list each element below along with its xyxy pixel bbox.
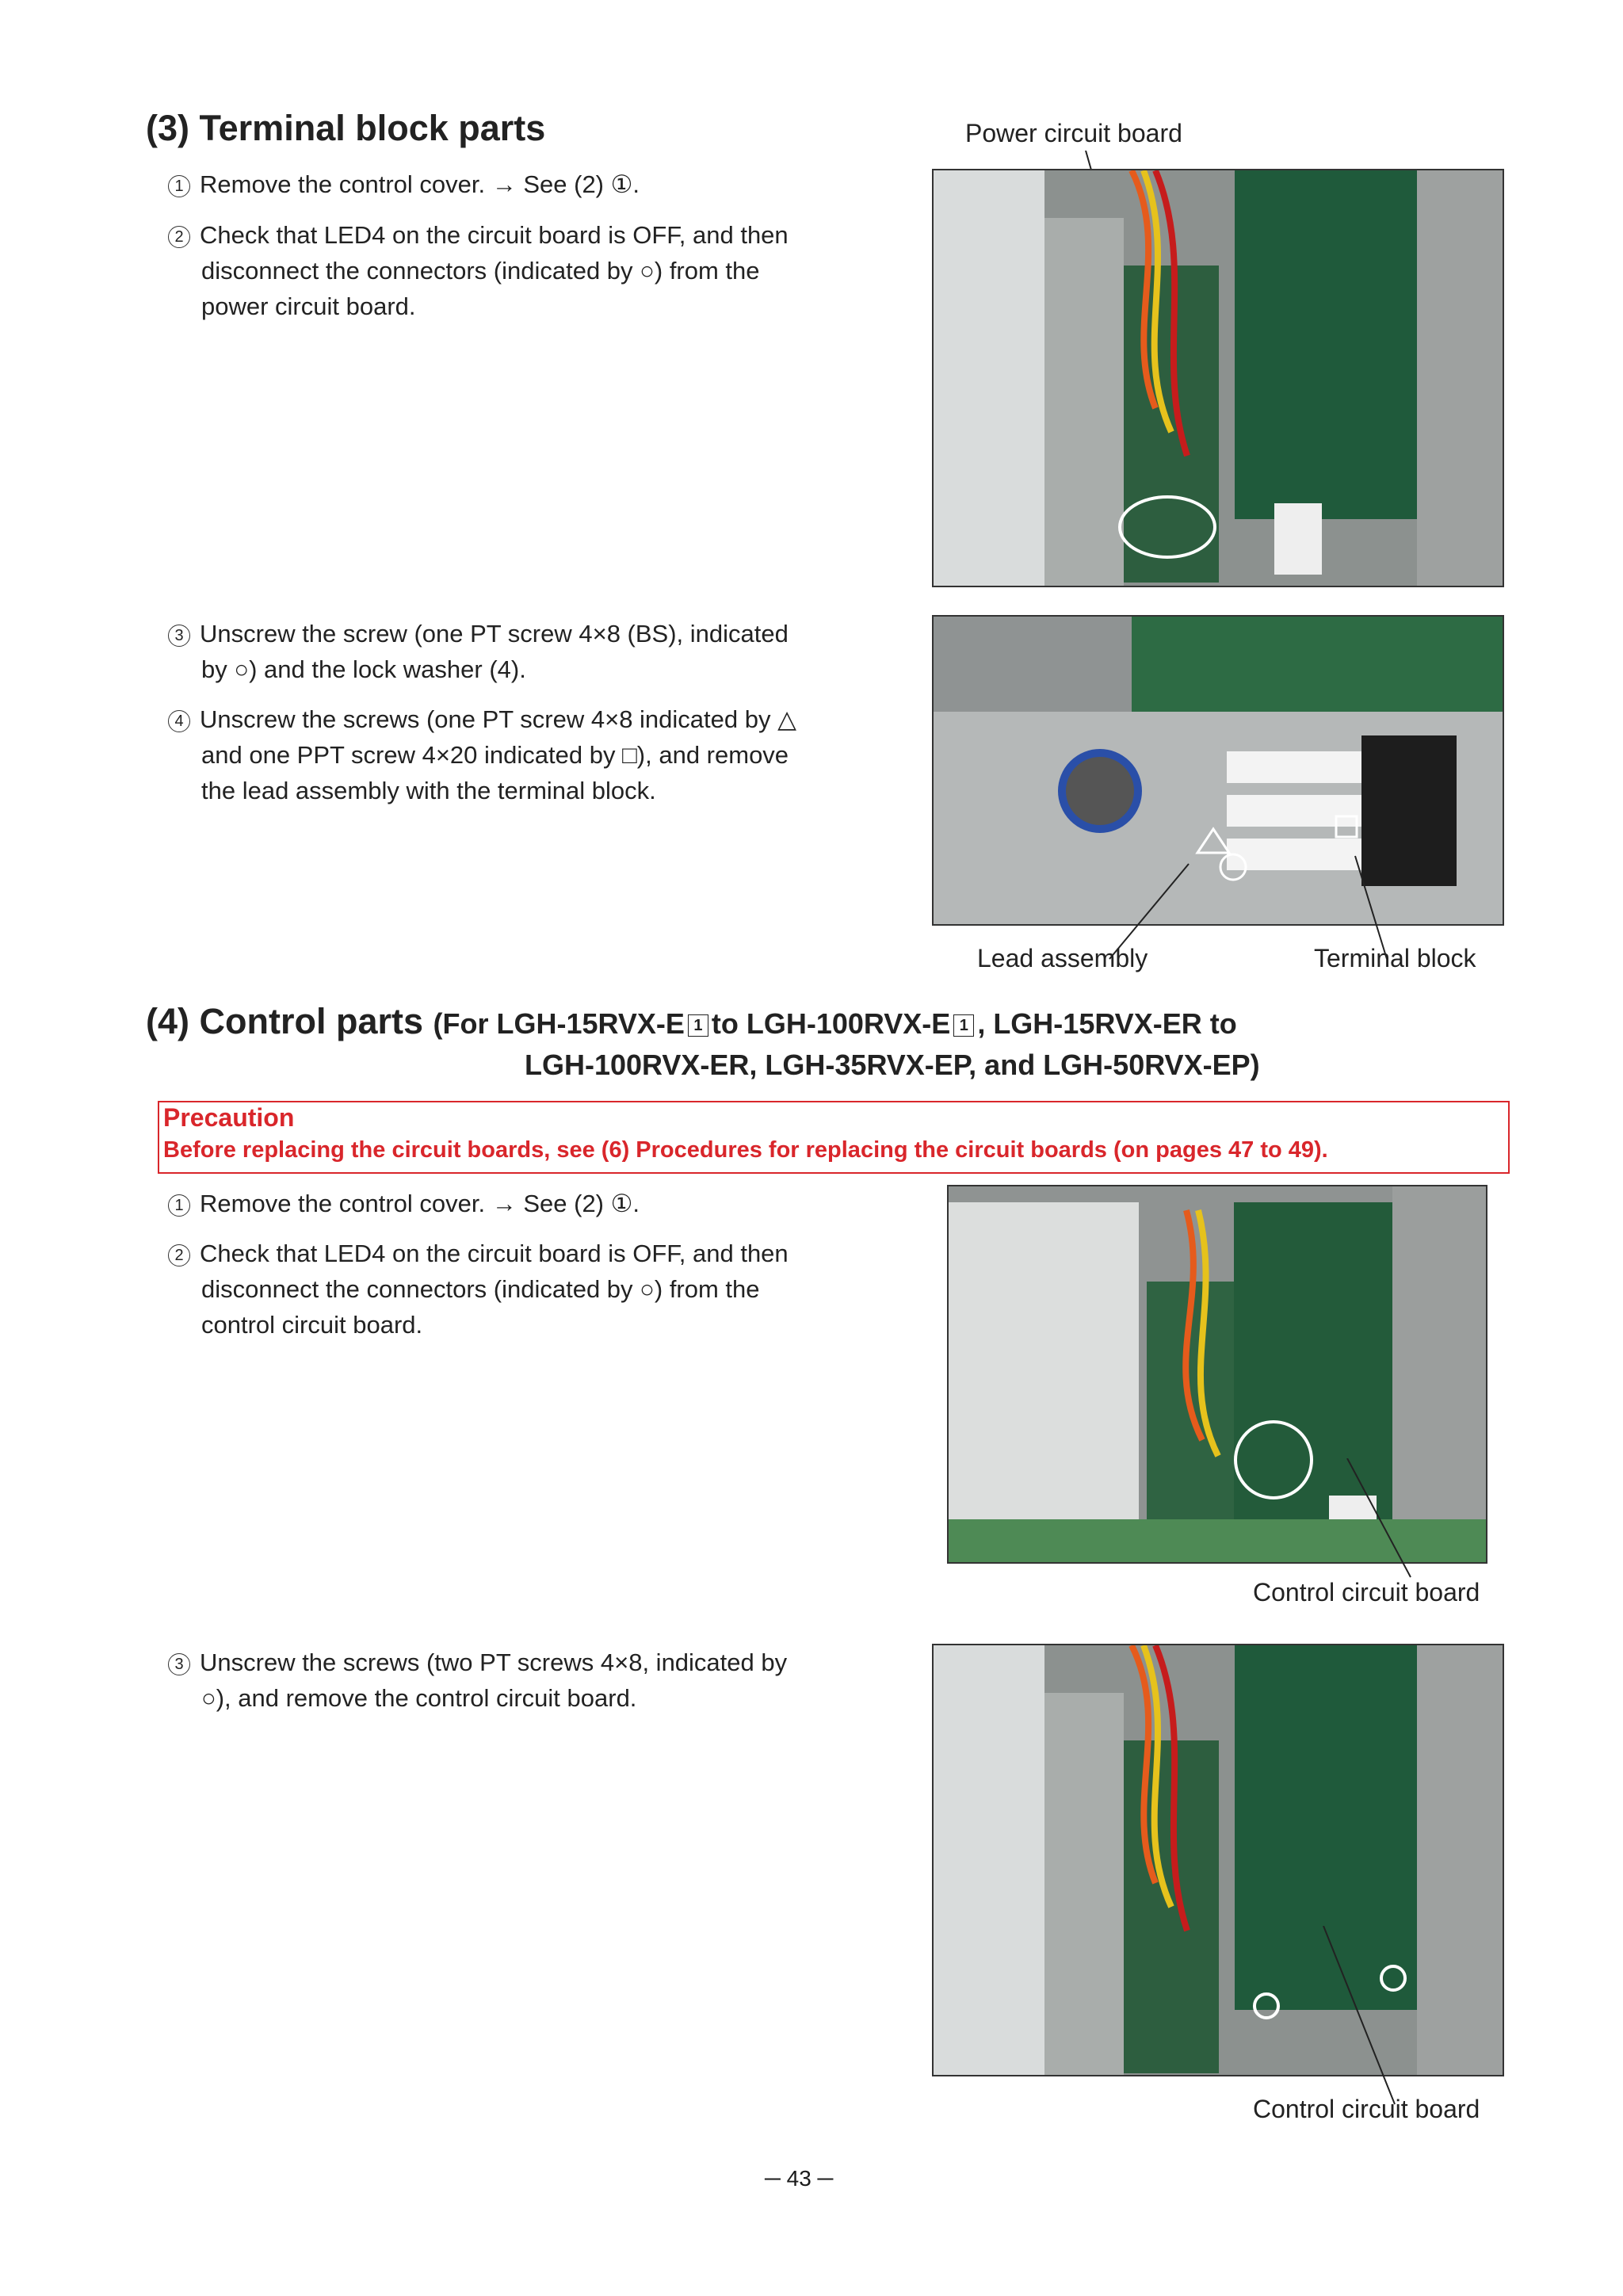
section-3-title: (3) Terminal block parts (146, 108, 546, 148)
step-number: 3 (168, 625, 190, 647)
step-text: and one PPT screw 4×20 indicated by □), and remove (201, 741, 789, 769)
step-number: 2 (168, 1244, 190, 1266)
section-4-step-2 (168, 1236, 913, 1343)
caption-terminal-block: Terminal block (1314, 944, 1476, 972)
leader-line (1316, 1926, 1411, 2108)
caption-lead-assembly: Lead assembly (977, 944, 1148, 972)
section-3-step-2 (168, 217, 913, 324)
step-text: by ○) and the lock washer (4). (201, 655, 526, 683)
step-text: disconnect the connectors (indicated by ○) from the (201, 257, 760, 285)
step-text: Check that LED4 on the circuit board is OFF, and then (200, 1240, 789, 1267)
section-4-step-1 (168, 1186, 913, 1221)
step-number: 1 (168, 175, 190, 197)
section-3-step-1 (168, 166, 913, 202)
section-3-step-3 (168, 616, 913, 687)
caption-control-circuit-board-2: Control circuit board (1253, 2095, 1480, 2123)
step-text: Check that LED4 on the circuit board is OFF, and then (200, 221, 789, 249)
step-text: Unscrew the screws (one PT screw 4×8 indicated by △ (200, 705, 796, 733)
step-text: Remove the control cover. → See (2) ①. (200, 170, 640, 198)
step-text: disconnect the connectors (indicated by ○) from the (201, 1275, 760, 1303)
step-text: Remove the control cover. → See (2) ①. (200, 1190, 640, 1217)
step-number: 2 (168, 226, 190, 248)
section-4-subtitle-line2: LGH-100RVX-ER, LGH-35RVX-EP, and LGH-50RVX-EP) (525, 1049, 1260, 1081)
step-text: power circuit board. (201, 292, 416, 320)
model-range-mid: to LGH-100RVX-E (711, 1007, 951, 1040)
leader-line (1339, 1458, 1434, 1585)
step-number: 3 (168, 1653, 190, 1675)
boxed-mark: 1 (688, 1014, 708, 1037)
section-4-title (146, 1001, 1237, 1042)
model-range-end: , LGH-15RVX-ER to (977, 1007, 1237, 1040)
section-4-title-text: (4) Control parts (146, 1001, 424, 1041)
photo-power-circuit-board (932, 169, 1504, 587)
precaution-text: Before replacing the circuit boards, see (6) Procedures for replacing the circuit boards (on pages 47 to 49). (163, 1137, 1328, 1163)
step-text: control circuit board. (201, 1311, 423, 1339)
step-text: the lead assembly with the terminal block. (201, 777, 656, 804)
section-3-step-4 (168, 701, 929, 808)
caption-control-circuit-board-1: Control circuit board (1253, 1578, 1480, 1606)
caption-power-circuit-board: Power circuit board (965, 119, 1182, 147)
section-4-step-3 (168, 1645, 913, 1716)
step-text: Unscrew the screw (one PT screw 4×8 (BS), indicated (200, 620, 789, 648)
photo-control-circuit-board-screws (932, 1644, 1504, 2076)
step-text: Unscrew the screws (two PT screws 4×8, indicated by (200, 1648, 788, 1676)
step-text: ○), and remove the control circuit board. (201, 1684, 637, 1712)
model-range-start: (For LGH-15RVX-E (433, 1007, 685, 1040)
step-number: 1 (168, 1194, 190, 1217)
boxed-mark: 1 (953, 1014, 974, 1037)
page-number: ─ 43 ─ (765, 2166, 834, 2191)
precaution-title: Precaution (163, 1103, 295, 1132)
step-number: 4 (168, 710, 190, 732)
